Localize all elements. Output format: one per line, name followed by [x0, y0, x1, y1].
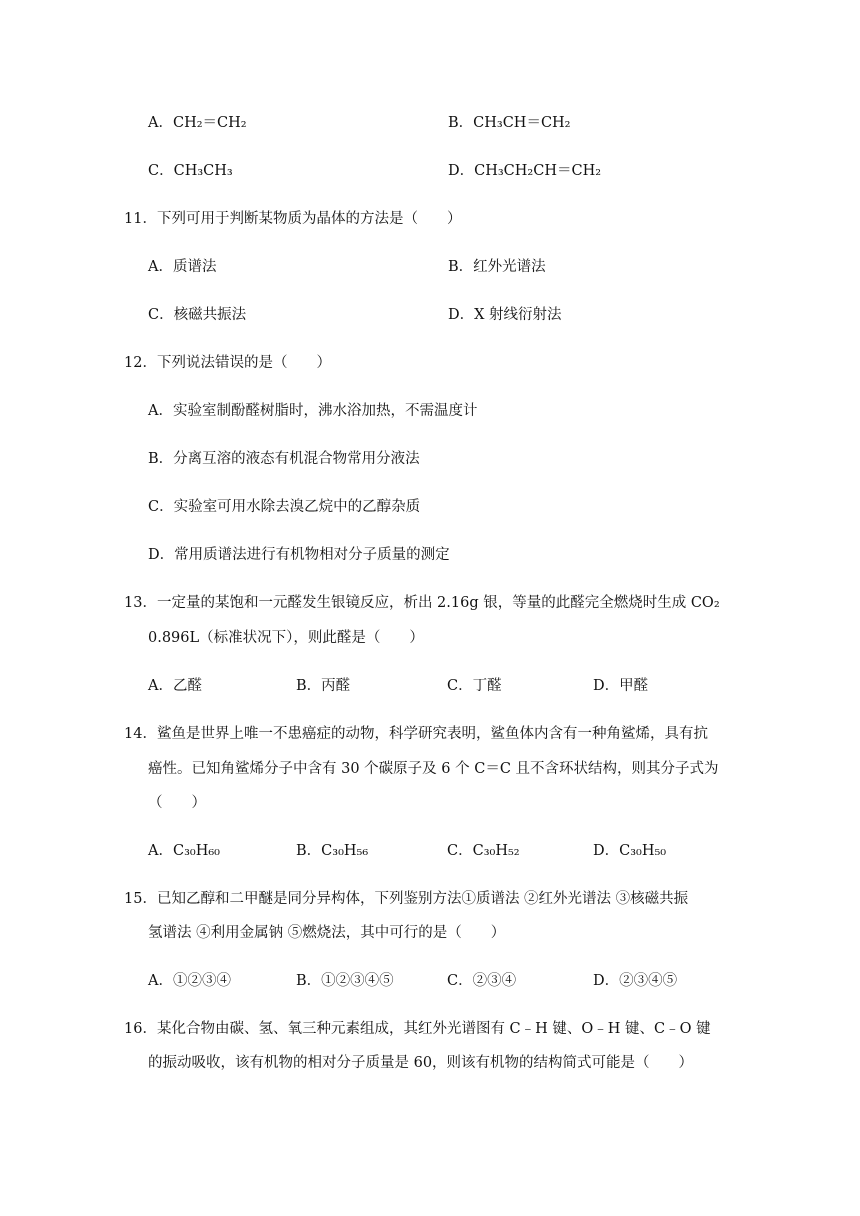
q14-option-b: B．C₃₀H₅₆ [296, 843, 369, 859]
q13-option-a: A．乙醛 [148, 678, 202, 694]
q15-option-a: A．①②③④ [148, 973, 231, 989]
q10-option-b: B．CH₃CH＝CH₂ [448, 115, 571, 131]
q14-option-c: C．C₃₀H₅₂ [447, 843, 520, 859]
q13-option-b: B．丙醛 [296, 678, 351, 694]
q14-stem-line3: （ ） [148, 795, 206, 811]
q15-stem-line1: 15．已知乙醇和二甲醚是同分异构体，下列鉴别方法①质谱法 ②红外光谱法 ③核磁共振 [124, 891, 689, 907]
q10-option-a: A．CH₂＝CH₂ [148, 115, 247, 131]
q13-stem-line1: 13．一定量的某饱和一元醛发生银镜反应，析出 2.16g 银，等量的此醛完全燃烧时生成 CO₂ [124, 595, 720, 611]
q11-option-a: A．质谱法 [148, 259, 217, 275]
q15-option-d: D．②③④⑤ [593, 973, 678, 989]
q12-option-a: A．实验室制酚醛树脂时，沸水浴加热，不需温度计 [148, 403, 478, 419]
q12-option-d: D．常用质谱法进行有机物相对分子质量的测定 [148, 547, 450, 563]
q15-stem-line2: 氢谱法 ④利用金属钠 ⑤燃烧法，其中可行的是（ ） [148, 925, 506, 941]
q15-option-c: C．②③④ [447, 973, 517, 989]
q12-stem: 12．下列说法错误的是（ ） [124, 355, 331, 371]
q13-stem-line2: 0.896L（标准状况下），则此醛是（ ） [148, 630, 424, 646]
q14-stem-line1: 14．鲨鱼是世界上唯一不患癌症的动物，科学研究表明，鲨鱼体内含有一种角鲨烯，具有抗 [124, 726, 708, 742]
q15-option-b: B．①②③④⑤ [296, 973, 394, 989]
q10-option-d: D．CH₃CH₂CH＝CH₂ [448, 163, 602, 179]
q16-stem-line1: 16．某化合物由碳、氢、氧三种元素组成，其红外光谱图有 C﹣H 键、O﹣H 键、C﹣O 键 [124, 1021, 711, 1037]
q13-option-c: C．丁醛 [447, 678, 502, 694]
q10-option-c: C．CH₃CH₃ [148, 163, 233, 179]
q11-stem: 11．下列可用于判断某物质为晶体的方法是（ ） [124, 211, 462, 227]
q12-option-b: B．分离互溶的液态有机混合物常用分液法 [148, 451, 420, 467]
q12-option-c: C．实验室可用水除去溴乙烷中的乙醇杂质 [148, 499, 421, 515]
q14-option-a: A．C₃₀H₆₀ [148, 843, 220, 859]
q13-option-d: D．甲醛 [593, 678, 649, 694]
q16-stem-line2: 的振动吸收，该有机物的相对分子质量是 60，则该有机物的结构简式可能是（ ） [148, 1055, 694, 1071]
q11-option-b: B．红外光谱法 [448, 259, 546, 275]
q11-option-d: D．X 射线衍射法 [448, 307, 562, 323]
q11-option-c: C．核磁共振法 [148, 307, 247, 323]
q14-stem-line2: 癌性。已知角鲨烯分子中含有 30 个碳原子及 6 个 C＝C 且不含环状结构，则其分子式为 [148, 761, 719, 777]
q14-option-d: D．C₃₀H₅₀ [593, 843, 667, 859]
